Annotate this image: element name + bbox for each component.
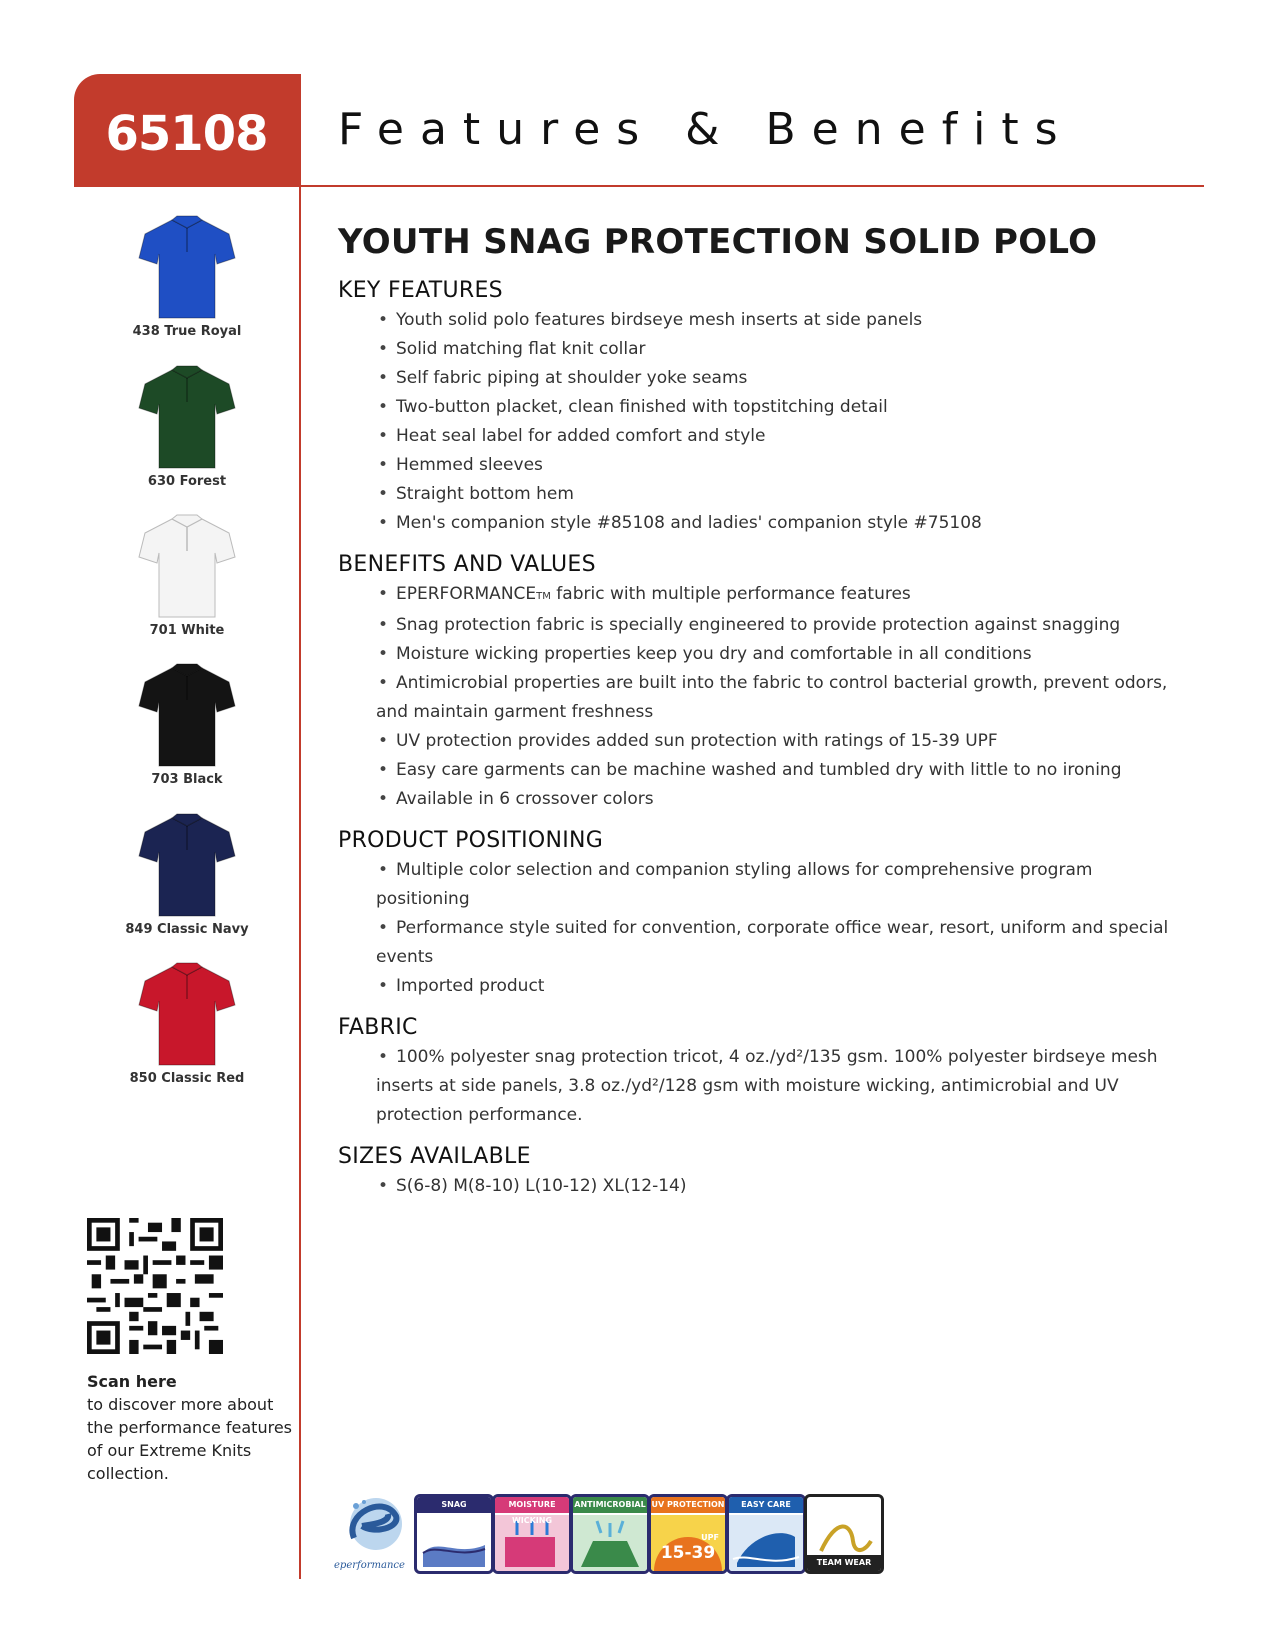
color-label: 438 True Royal [132,324,242,339]
list-item: • Two-button placket, clean finished with topstitching detail [378,397,888,417]
scan-heading: Scan here [87,1372,177,1391]
list-item-text: Available in 6 crossover colors [396,789,654,809]
section-heading: BENEFITS AND VALUES [338,552,596,577]
performance-badge [492,1494,572,1574]
list-item-text: Self fabric piping at shoulder yoke seams [396,368,748,388]
upf-label: UPF [701,1533,719,1542]
list-item-text: Easy care garments can be machine washed and tumbled dry with little to no ironing [396,760,1122,780]
badge-label: TEAM WEAR [807,1555,881,1571]
performance-badge [570,1494,650,1574]
list-item: • Solid matching flat knit collar [378,339,646,359]
list-item: • Performance style suited for convention, corporate office wear, resort, uniform and special events [376,918,1169,967]
list-item: • 100% polyester snag protection tricot, 4 oz./yd²/135 gsm. 100% polyester birdseye mesh inserts at side panels, 3.8 oz./yd²/128 gsm with moisture wicking, antimicrobial and UV protection performance. [376,1047,1158,1125]
list-item-text: UV protection provides added sun protection with ratings of 15-39 UPF [396,731,998,751]
list-item-text: Antimicrobial properties are built into the fabric to control bacterial growth, prevent odors, and maintain garment freshness [376,673,1168,722]
polo-shirt-icon [137,961,237,1069]
color-swatch [96,662,278,787]
performance-badge [804,1494,884,1574]
main-content [338,222,1178,1215]
list-item: • Multiple color selection and companion styling allows for comprehensive program positioning [376,860,1093,909]
sizes-section [338,1144,1178,1201]
positioning-section [338,828,1178,1001]
eperformance-logo [334,1494,426,1578]
qr-code-icon [87,1218,223,1354]
fabric-section [338,1015,1178,1130]
list-item: • EPERFORMANCETM fabric with multiple performance features [378,584,911,604]
list-item-text: Two-button placket, clean finished with topstitching detail [396,397,888,417]
eperformance-label: eperformance [334,1560,405,1571]
list-item-text: 100% polyester snag protection tricot, 4 oz./yd²/135 gsm. 100% polyester birdseye mesh inserts at side panels, 3.8 oz./yd²/128 gsm with moisture wicking, antimicrobial and UV protection performance. [376,1047,1158,1125]
color-label: 850 Classic Red [129,1071,245,1086]
scan-note [87,1370,297,1485]
product-title: YOUTH SNAG PROTECTION SOLID POLO [338,222,1098,262]
benefits-section [338,552,1178,814]
list-item: • Moisture wicking properties keep you dry and comfortable in all conditions [378,644,1032,664]
badge-label: ANTIMICROBIAL [573,1497,647,1513]
benefits-list-rest [338,611,1178,814]
fabric-list [338,1043,1178,1130]
list-item: • Heat seal label for added comfort and style [378,426,766,446]
badge-label: MOISTURE WICKING [495,1497,569,1513]
sizes-list [338,1172,1178,1201]
badge-label: EASY CARE [729,1497,803,1513]
color-label: 701 White [149,623,225,638]
list-item: • Snag protection fabric is specially engineered to provide protection against snagging [378,615,1121,635]
section-heading: KEY FEATURES [338,278,503,303]
color-swatch [96,812,278,937]
performance-badge [648,1494,728,1574]
list-item-text: Multiple color selection and companion styling allows for comprehensive program positioning [376,860,1093,909]
polo-shirt-icon [137,364,237,472]
list-item-text: EPERFORMANCE [396,584,537,604]
positioning-list [338,856,1178,1001]
benefits-list [338,580,1178,611]
performance-badge [414,1494,494,1574]
list-item-text: Imported product [396,976,545,996]
polo-shirt-icon [137,662,237,770]
badge-label: SNAG PROTECTION [417,1497,491,1513]
color-swatch [96,364,278,489]
list-item: • S(6-8) M(8-10) L(10-12) XL(12-14) [378,1176,687,1196]
list-item: • Available in 6 crossover colors [378,789,654,809]
list-item-text: Solid matching flat knit collar [396,339,646,359]
key-features-section [338,278,1178,538]
key-features-list [338,306,1178,538]
list-item-text: Snag protection fabric is specially engineered to provide protection against snagging [396,615,1121,635]
list-item-text: Hemmed sleeves [396,455,543,475]
list-item-text: Performance style suited for convention, corporate office wear, resort, uniform and special events [376,918,1169,967]
list-item-text: fabric with multiple performance features [550,584,911,604]
color-swatch [96,214,278,339]
style-number-tab [74,74,299,186]
polo-shirt-icon [137,812,237,920]
list-item: • Easy care garments can be machine washed and tumbled dry with little to no ironing [378,760,1122,780]
trademark-mark: TM [536,591,551,602]
section-heading: SIZES AVAILABLE [338,1144,531,1169]
scan-text: to discover more about the performance features of our Extreme Knits collection. [87,1395,292,1483]
color-label: 849 Classic Navy [125,922,249,937]
section-heading: PRODUCT POSITIONING [338,828,604,853]
color-swatch [96,961,278,1086]
section-heading: FABRIC [338,1015,418,1040]
list-item-text: Men's companion style #85108 and ladies' companion style #75108 [396,513,982,533]
upf-value: 15-39 [660,1543,716,1563]
list-item: • Men's companion style #85108 and ladies' companion style #75108 [378,513,982,533]
performance-badge [726,1494,806,1574]
polo-shirt-icon [137,513,237,621]
list-item: • UV protection provides added sun protection with ratings of 15-39 UPF [378,731,998,751]
list-item: • Self fabric piping at shoulder yoke seams [378,368,748,388]
list-item-text: Heat seal label for added comfort and style [396,426,766,446]
header-divider [74,185,1204,187]
polo-shirt-icon [137,214,237,322]
page-title: Features & Benefits [338,104,1074,155]
list-item-text: Youth solid polo features birdseye mesh inserts at side panels [396,310,923,330]
badge-label: UV PROTECTION [651,1497,725,1513]
color-label: 630 Forest [147,474,227,489]
list-item: • Youth solid polo features birdseye mesh inserts at side panels [378,310,923,330]
list-item: • Antimicrobial properties are built into the fabric to control bacterial growth, prevent odors, and maintain garment freshness [376,673,1168,722]
color-label: 703 Black [151,772,223,787]
list-item: • Imported product [378,976,545,996]
list-item: • Straight bottom hem [378,484,574,504]
style-number: 65108 [105,106,268,162]
list-item-text: S(6-8) M(8-10) L(10-12) XL(12-14) [396,1176,687,1196]
color-swatch [96,513,278,638]
eperformance-icon [334,1494,414,1560]
list-item-text: Moisture wicking properties keep you dry and comfortable in all conditions [396,644,1032,664]
list-item: • Hemmed sleeves [378,455,543,475]
list-item-text: Straight bottom hem [396,484,574,504]
sidebar-divider [299,74,301,1579]
